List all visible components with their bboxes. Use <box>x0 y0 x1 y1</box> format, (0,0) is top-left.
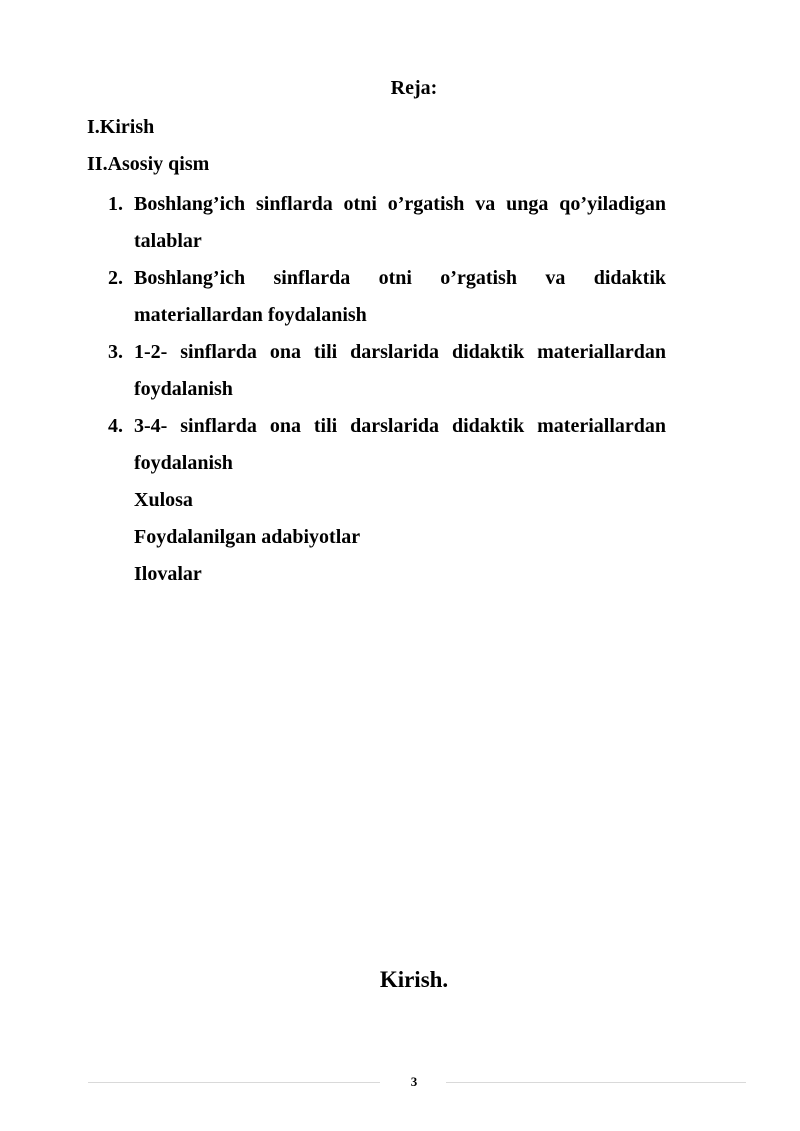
toc-item-number: 4. <box>108 415 123 437</box>
section-main: II.Asosiy qism <box>87 153 210 175</box>
toc-item-text: 1-2- sinflarda ona tili darslarida didaktik materiallardan foydalanish <box>134 341 666 400</box>
extra-item-references: Foydalanilgan adabiyotlar <box>134 526 361 548</box>
section-intro: I.Kirish <box>87 116 155 138</box>
footer-divider-right <box>446 1082 746 1083</box>
introduction-heading: Kirish. <box>379 967 449 992</box>
extra-list <box>134 482 360 593</box>
toc-item-1 <box>108 186 666 260</box>
extra-item-appendices: Ilovalar <box>134 563 202 585</box>
toc-item-2 <box>108 260 666 334</box>
plan-title: Reja: <box>390 77 438 99</box>
toc-item-text: Boshlang’ich sinflarda otni o’rgatish va didaktik materiallardan foydalanish <box>134 267 666 326</box>
toc-item-number: 3. <box>108 341 123 363</box>
footer-divider-left <box>88 1082 380 1083</box>
toc-item-4 <box>108 408 666 482</box>
extra-item-conclusion: Xulosa <box>134 489 193 511</box>
toc-item-number: 1. <box>108 193 123 215</box>
toc-item-3 <box>108 334 666 408</box>
toc-item-text: Boshlang’ich sinflarda otni o’rgatish va unga qo’yiladigan talablar <box>134 193 666 252</box>
toc-item-text: 3-4- sinflarda ona tili darslarida didaktik materiallardan foydalanish <box>134 415 666 474</box>
page-number: 3 <box>410 1074 418 1089</box>
toc-item-number: 2. <box>108 267 123 289</box>
page-footer <box>88 1073 746 1093</box>
toc-list <box>108 186 666 482</box>
